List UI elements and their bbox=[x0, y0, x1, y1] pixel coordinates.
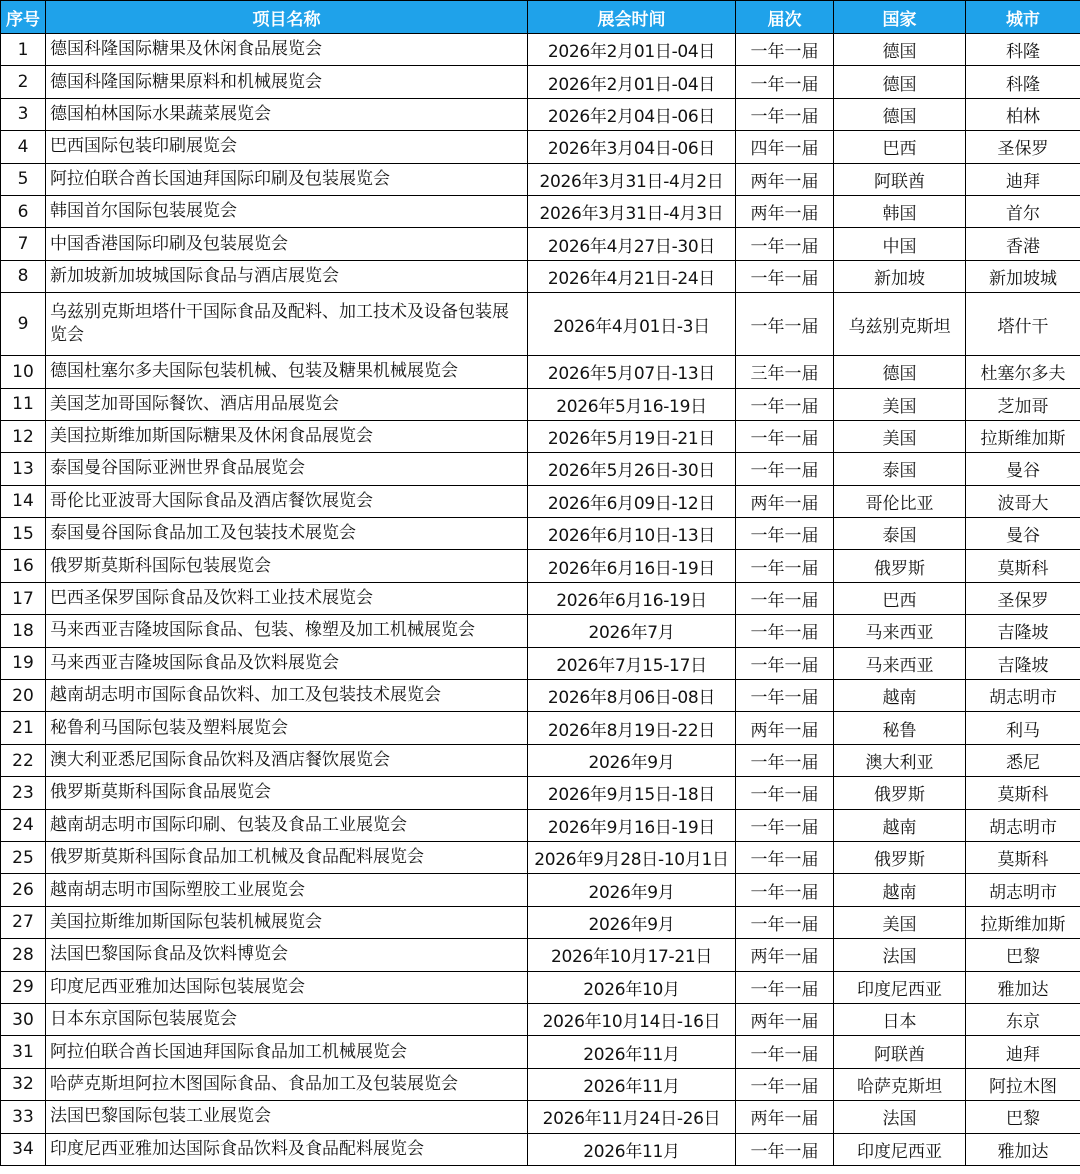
row-name: 韩国首尔国际包装展览会 bbox=[46, 195, 528, 227]
row-seq: 24 bbox=[1, 809, 46, 841]
row-session: 一年一届 bbox=[736, 680, 834, 712]
row-date: 2026年3月31日-4月2日 bbox=[528, 163, 736, 195]
row-city: 圣保罗 bbox=[966, 582, 1080, 614]
row-seq: 7 bbox=[1, 228, 46, 260]
table-row bbox=[1, 615, 1080, 647]
table-header bbox=[1, 1, 1080, 34]
table-row bbox=[1, 680, 1080, 712]
row-date: 2026年4月21日-24日 bbox=[528, 260, 736, 292]
row-date: 2026年11月24日-26日 bbox=[528, 1101, 736, 1133]
row-session: 一年一届 bbox=[736, 841, 834, 873]
row-seq: 15 bbox=[1, 518, 46, 550]
table-row bbox=[1, 518, 1080, 550]
row-country: 阿联酋 bbox=[834, 163, 966, 195]
header-session: 届次 bbox=[736, 1, 834, 34]
row-country: 美国 bbox=[834, 906, 966, 938]
row-seq: 14 bbox=[1, 485, 46, 517]
row-country: 印度尼西亚 bbox=[834, 1133, 966, 1165]
row-city: 新加坡城 bbox=[966, 260, 1080, 292]
row-session: 一年一届 bbox=[736, 1133, 834, 1165]
row-session: 两年一届 bbox=[736, 939, 834, 971]
row-session: 一年一届 bbox=[736, 66, 834, 98]
row-country: 法国 bbox=[834, 1101, 966, 1133]
row-city: 柏林 bbox=[966, 98, 1080, 130]
row-country: 韩国 bbox=[834, 195, 966, 227]
table-row bbox=[1, 485, 1080, 517]
row-seq: 10 bbox=[1, 356, 46, 388]
row-name: 日本东京国际包装展览会 bbox=[46, 1003, 528, 1035]
row-seq: 21 bbox=[1, 712, 46, 744]
row-session: 一年一届 bbox=[736, 420, 834, 452]
row-date: 2026年2月01日-04日 bbox=[528, 66, 736, 98]
table-row bbox=[1, 293, 1080, 356]
row-name: 哥伦比亚波哥大国际食品及酒店餐饮展览会 bbox=[46, 485, 528, 517]
table-body bbox=[1, 34, 1080, 1166]
row-seq: 1 bbox=[1, 34, 46, 66]
row-session: 一年一届 bbox=[736, 260, 834, 292]
row-name: 美国拉斯维加斯国际糖果及休闲食品展览会 bbox=[46, 420, 528, 452]
row-city: 吉隆坡 bbox=[966, 647, 1080, 679]
row-date: 2026年9月16日-19日 bbox=[528, 809, 736, 841]
row-date: 2026年4月01日-3日 bbox=[528, 293, 736, 356]
row-date: 2026年9月28日-10月1日 bbox=[528, 841, 736, 873]
row-name: 法国巴黎国际包装工业展览会 bbox=[46, 1101, 528, 1133]
row-seq: 8 bbox=[1, 260, 46, 292]
table-row bbox=[1, 744, 1080, 776]
table-row bbox=[1, 874, 1080, 906]
row-seq: 12 bbox=[1, 420, 46, 452]
row-seq: 29 bbox=[1, 971, 46, 1003]
row-name: 德国科隆国际糖果原料和机械展览会 bbox=[46, 66, 528, 98]
row-session: 两年一届 bbox=[736, 163, 834, 195]
row-date: 2026年6月16-19日 bbox=[528, 582, 736, 614]
row-date: 2026年9月15日-18日 bbox=[528, 777, 736, 809]
row-city: 首尔 bbox=[966, 195, 1080, 227]
row-session: 一年一届 bbox=[736, 518, 834, 550]
row-city: 拉斯维加斯 bbox=[966, 906, 1080, 938]
row-date: 2026年5月07日-13日 bbox=[528, 356, 736, 388]
header-city: 城市 bbox=[966, 1, 1080, 34]
row-name: 泰国曼谷国际食品加工及包装技术展览会 bbox=[46, 518, 528, 550]
row-city: 雅加达 bbox=[966, 971, 1080, 1003]
row-date: 2026年6月10日-13日 bbox=[528, 518, 736, 550]
row-date: 2026年10月14日-16日 bbox=[528, 1003, 736, 1035]
row-session: 一年一届 bbox=[736, 744, 834, 776]
table-row bbox=[1, 388, 1080, 420]
row-country: 泰国 bbox=[834, 518, 966, 550]
table-row bbox=[1, 550, 1080, 582]
row-country: 乌兹别克斯坦 bbox=[834, 293, 966, 356]
row-name: 法国巴黎国际食品及饮料博览会 bbox=[46, 939, 528, 971]
table-row bbox=[1, 163, 1080, 195]
row-country: 德国 bbox=[834, 34, 966, 66]
row-country: 美国 bbox=[834, 420, 966, 452]
row-city: 拉斯维加斯 bbox=[966, 420, 1080, 452]
row-name: 印度尼西亚雅加达国际食品饮料及食品配料展览会 bbox=[46, 1133, 528, 1165]
row-country: 巴西 bbox=[834, 582, 966, 614]
table-row bbox=[1, 356, 1080, 388]
row-country: 德国 bbox=[834, 356, 966, 388]
header-seq: 序号 bbox=[1, 1, 46, 34]
row-date: 2026年6月16日-19日 bbox=[528, 550, 736, 582]
row-name: 泰国曼谷国际亚洲世界食品展览会 bbox=[46, 453, 528, 485]
row-session: 两年一届 bbox=[736, 1003, 834, 1035]
row-city: 波哥大 bbox=[966, 485, 1080, 517]
row-session: 一年一届 bbox=[736, 1036, 834, 1068]
row-name: 俄罗斯莫斯科国际食品加工机械及食品配料展览会 bbox=[46, 841, 528, 873]
row-seq: 18 bbox=[1, 615, 46, 647]
row-city: 莫斯科 bbox=[966, 550, 1080, 582]
row-session: 一年一届 bbox=[736, 777, 834, 809]
row-name: 秘鲁利马国际包装及塑料展览会 bbox=[46, 712, 528, 744]
row-seq: 32 bbox=[1, 1068, 46, 1100]
row-city: 雅加达 bbox=[966, 1133, 1080, 1165]
row-city: 东京 bbox=[966, 1003, 1080, 1035]
row-session: 两年一届 bbox=[736, 1101, 834, 1133]
table-row bbox=[1, 777, 1080, 809]
table-row bbox=[1, 260, 1080, 292]
row-date: 2026年4月27日-30日 bbox=[528, 228, 736, 260]
row-city: 胡志明市 bbox=[966, 680, 1080, 712]
row-date: 2026年9月 bbox=[528, 874, 736, 906]
row-date: 2026年9月 bbox=[528, 906, 736, 938]
table-row bbox=[1, 1036, 1080, 1068]
row-country: 秘鲁 bbox=[834, 712, 966, 744]
row-date: 2026年3月31日-4月3日 bbox=[528, 195, 736, 227]
row-seq: 34 bbox=[1, 1133, 46, 1165]
row-date: 2026年9月 bbox=[528, 744, 736, 776]
row-session: 一年一届 bbox=[736, 98, 834, 130]
table-row bbox=[1, 582, 1080, 614]
table-row bbox=[1, 453, 1080, 485]
row-date: 2026年3月04日-06日 bbox=[528, 131, 736, 163]
table-row bbox=[1, 647, 1080, 679]
header-name: 项目名称 bbox=[46, 1, 528, 34]
row-name: 巴西圣保罗国际食品及饮料工业技术展览会 bbox=[46, 582, 528, 614]
row-date: 2026年8月19日-22日 bbox=[528, 712, 736, 744]
row-country: 越南 bbox=[834, 809, 966, 841]
row-country: 俄罗斯 bbox=[834, 550, 966, 582]
row-country: 越南 bbox=[834, 874, 966, 906]
row-seq: 2 bbox=[1, 66, 46, 98]
row-city: 香港 bbox=[966, 228, 1080, 260]
row-country: 俄罗斯 bbox=[834, 841, 966, 873]
row-session: 两年一届 bbox=[736, 485, 834, 517]
row-name: 乌兹别克斯坦塔什干国际食品及配料、加工技术及设备包装展览会 bbox=[46, 293, 528, 356]
table-row bbox=[1, 195, 1080, 227]
table-row bbox=[1, 1101, 1080, 1133]
row-seq: 3 bbox=[1, 98, 46, 130]
row-city: 曼谷 bbox=[966, 453, 1080, 485]
row-name: 阿拉伯联合酋长国迪拜国际印刷及包装展览会 bbox=[46, 163, 528, 195]
table-row bbox=[1, 809, 1080, 841]
row-session: 一年一届 bbox=[736, 293, 834, 356]
table-row bbox=[1, 228, 1080, 260]
table-row bbox=[1, 1133, 1080, 1165]
row-name: 德国科隆国际糖果及休闲食品展览会 bbox=[46, 34, 528, 66]
row-session: 三年一届 bbox=[736, 356, 834, 388]
row-name: 美国芝加哥国际餐饮、酒店用品展览会 bbox=[46, 388, 528, 420]
row-session: 两年一届 bbox=[736, 712, 834, 744]
row-city: 迪拜 bbox=[966, 1036, 1080, 1068]
row-country: 哥伦比亚 bbox=[834, 485, 966, 517]
header-date: 展会时间 bbox=[528, 1, 736, 34]
row-date: 2026年10月17-21日 bbox=[528, 939, 736, 971]
table-row bbox=[1, 906, 1080, 938]
row-seq: 22 bbox=[1, 744, 46, 776]
row-country: 马来西亚 bbox=[834, 647, 966, 679]
row-city: 巴黎 bbox=[966, 939, 1080, 971]
row-name: 越南胡志明市国际食品饮料、加工及包装技术展览会 bbox=[46, 680, 528, 712]
row-city: 科隆 bbox=[966, 34, 1080, 66]
row-seq: 6 bbox=[1, 195, 46, 227]
table-row bbox=[1, 1068, 1080, 1100]
row-city: 圣保罗 bbox=[966, 131, 1080, 163]
row-seq: 19 bbox=[1, 647, 46, 679]
row-session: 一年一届 bbox=[736, 228, 834, 260]
row-city: 莫斯科 bbox=[966, 777, 1080, 809]
row-city: 利马 bbox=[966, 712, 1080, 744]
row-seq: 11 bbox=[1, 388, 46, 420]
row-date: 2026年6月09日-12日 bbox=[528, 485, 736, 517]
row-country: 哈萨克斯坦 bbox=[834, 1068, 966, 1100]
row-seq: 33 bbox=[1, 1101, 46, 1133]
row-name: 阿拉伯联合酋长国迪拜国际食品加工机械展览会 bbox=[46, 1036, 528, 1068]
table-row bbox=[1, 841, 1080, 873]
row-country: 马来西亚 bbox=[834, 615, 966, 647]
row-date: 2026年11月 bbox=[528, 1036, 736, 1068]
row-date: 2026年5月26日-30日 bbox=[528, 453, 736, 485]
row-name: 哈萨克斯坦阿拉木图国际食品、食品加工及包装展览会 bbox=[46, 1068, 528, 1100]
row-name: 越南胡志明市国际塑胶工业展览会 bbox=[46, 874, 528, 906]
row-date: 2026年2月01日-04日 bbox=[528, 34, 736, 66]
row-session: 一年一届 bbox=[736, 971, 834, 1003]
row-name: 新加坡新加坡城国际食品与酒店展览会 bbox=[46, 260, 528, 292]
row-country: 澳大利亚 bbox=[834, 744, 966, 776]
row-date: 2026年10月 bbox=[528, 971, 736, 1003]
row-city: 曼谷 bbox=[966, 518, 1080, 550]
row-name: 俄罗斯莫斯科国际食品展览会 bbox=[46, 777, 528, 809]
row-session: 一年一届 bbox=[736, 647, 834, 679]
row-country: 印度尼西亚 bbox=[834, 971, 966, 1003]
row-city: 吉隆坡 bbox=[966, 615, 1080, 647]
row-name: 澳大利亚悉尼国际食品饮料及酒店餐饮展览会 bbox=[46, 744, 528, 776]
table-row bbox=[1, 98, 1080, 130]
row-session: 一年一届 bbox=[736, 615, 834, 647]
row-date: 2026年7月15-17日 bbox=[528, 647, 736, 679]
row-seq: 25 bbox=[1, 841, 46, 873]
row-session: 一年一届 bbox=[736, 906, 834, 938]
row-name: 马来西亚吉隆坡国际食品、包装、橡塑及加工机械展览会 bbox=[46, 615, 528, 647]
row-country: 中国 bbox=[834, 228, 966, 260]
row-seq: 30 bbox=[1, 1003, 46, 1035]
row-seq: 28 bbox=[1, 939, 46, 971]
row-session: 一年一届 bbox=[736, 1068, 834, 1100]
row-country: 德国 bbox=[834, 98, 966, 130]
row-date: 2026年5月19日-21日 bbox=[528, 420, 736, 452]
row-seq: 5 bbox=[1, 163, 46, 195]
row-country: 德国 bbox=[834, 66, 966, 98]
row-city: 阿拉木图 bbox=[966, 1068, 1080, 1100]
table-row bbox=[1, 420, 1080, 452]
row-city: 杜塞尔多夫 bbox=[966, 356, 1080, 388]
row-country: 越南 bbox=[834, 680, 966, 712]
row-seq: 13 bbox=[1, 453, 46, 485]
row-date: 2026年8月06日-08日 bbox=[528, 680, 736, 712]
row-session: 两年一届 bbox=[736, 195, 834, 227]
row-seq: 27 bbox=[1, 906, 46, 938]
table-row bbox=[1, 34, 1080, 66]
table-row bbox=[1, 712, 1080, 744]
row-date: 2026年11月 bbox=[528, 1133, 736, 1165]
row-session: 一年一届 bbox=[736, 874, 834, 906]
row-seq: 4 bbox=[1, 131, 46, 163]
table-row bbox=[1, 939, 1080, 971]
row-city: 塔什干 bbox=[966, 293, 1080, 356]
table-row bbox=[1, 1003, 1080, 1035]
row-name: 美国拉斯维加斯国际包装机械展览会 bbox=[46, 906, 528, 938]
row-date: 2026年5月16-19日 bbox=[528, 388, 736, 420]
row-seq: 23 bbox=[1, 777, 46, 809]
row-name: 德国杜塞尔多夫国际包装机械、包装及糖果机械展览会 bbox=[46, 356, 528, 388]
row-city: 胡志明市 bbox=[966, 874, 1080, 906]
row-name: 越南胡志明市国际印刷、包装及食品工业展览会 bbox=[46, 809, 528, 841]
row-session: 一年一届 bbox=[736, 388, 834, 420]
row-seq: 20 bbox=[1, 680, 46, 712]
row-country: 泰国 bbox=[834, 453, 966, 485]
row-name: 德国柏林国际水果蔬菜展览会 bbox=[46, 98, 528, 130]
row-name: 巴西国际包装印刷展览会 bbox=[46, 131, 528, 163]
row-name: 印度尼西亚雅加达国际包装展览会 bbox=[46, 971, 528, 1003]
table-row bbox=[1, 131, 1080, 163]
row-country: 美国 bbox=[834, 388, 966, 420]
row-session: 一年一届 bbox=[736, 809, 834, 841]
row-seq: 17 bbox=[1, 582, 46, 614]
row-name: 俄罗斯莫斯科国际包装展览会 bbox=[46, 550, 528, 582]
row-date: 2026年11月 bbox=[528, 1068, 736, 1100]
row-city: 巴黎 bbox=[966, 1101, 1080, 1133]
row-country: 日本 bbox=[834, 1003, 966, 1035]
row-country: 法国 bbox=[834, 939, 966, 971]
row-name: 马来西亚吉隆坡国际食品及饮料展览会 bbox=[46, 647, 528, 679]
row-session: 一年一届 bbox=[736, 453, 834, 485]
row-date: 2026年7月 bbox=[528, 615, 736, 647]
row-city: 科隆 bbox=[966, 66, 1080, 98]
row-city: 悉尼 bbox=[966, 744, 1080, 776]
table-row bbox=[1, 66, 1080, 98]
row-name: 中国香港国际印刷及包装展览会 bbox=[46, 228, 528, 260]
row-seq: 16 bbox=[1, 550, 46, 582]
row-country: 俄罗斯 bbox=[834, 777, 966, 809]
row-city: 胡志明市 bbox=[966, 809, 1080, 841]
row-seq: 31 bbox=[1, 1036, 46, 1068]
row-city: 迪拜 bbox=[966, 163, 1080, 195]
row-seq: 9 bbox=[1, 293, 46, 356]
row-country: 新加坡 bbox=[834, 260, 966, 292]
row-country: 巴西 bbox=[834, 131, 966, 163]
row-session: 四年一届 bbox=[736, 131, 834, 163]
row-session: 一年一届 bbox=[736, 34, 834, 66]
row-date: 2026年2月04日-06日 bbox=[528, 98, 736, 130]
header-row bbox=[1, 1, 1080, 34]
header-country: 国家 bbox=[834, 1, 966, 34]
row-session: 一年一届 bbox=[736, 550, 834, 582]
row-seq: 26 bbox=[1, 874, 46, 906]
row-session: 一年一届 bbox=[736, 582, 834, 614]
row-country: 阿联酋 bbox=[834, 1036, 966, 1068]
row-city: 芝加哥 bbox=[966, 388, 1080, 420]
table-row bbox=[1, 971, 1080, 1003]
row-city: 莫斯科 bbox=[966, 841, 1080, 873]
